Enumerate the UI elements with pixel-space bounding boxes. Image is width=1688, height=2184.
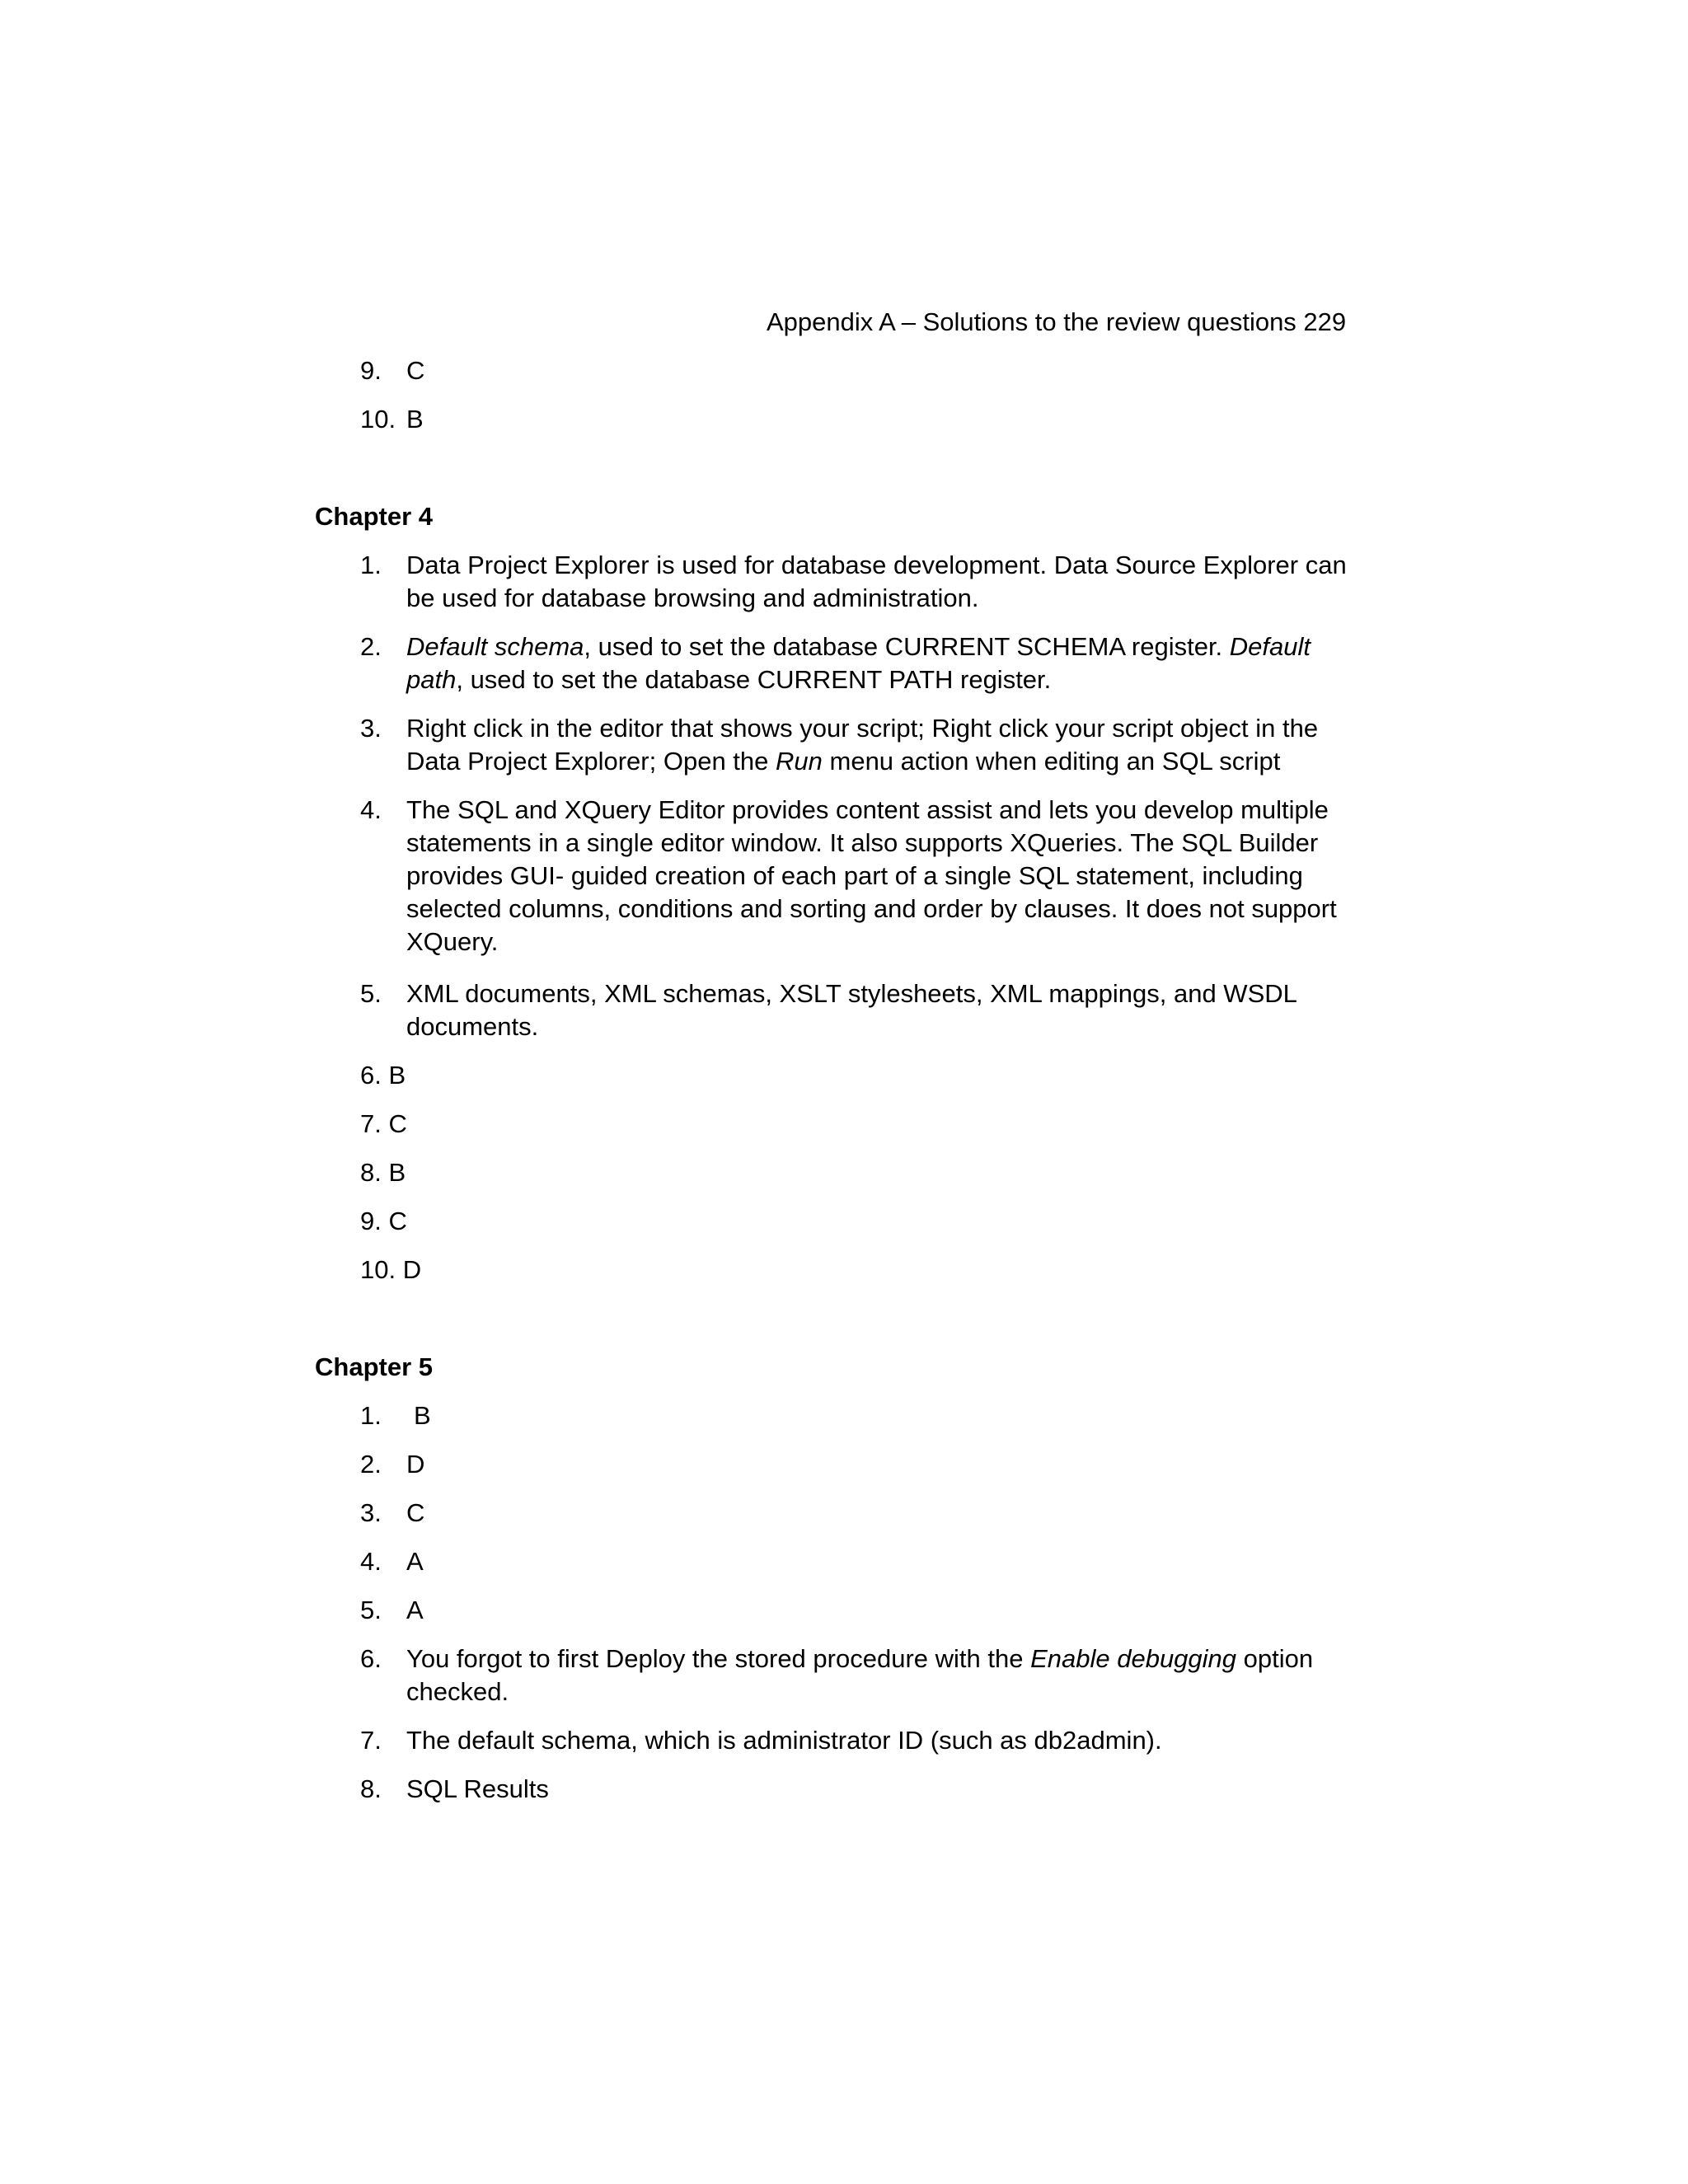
item-number: 8. [360,1774,382,1803]
list-item [360,1156,1357,1189]
emphasis-default-schema: Default schema [406,632,584,661]
item-answer [406,712,1354,778]
list-item [360,1497,1357,1530]
answer-text: option checked. [406,1644,1314,1706]
emphasis-enable-debugging: Enable debugging [1030,1644,1237,1673]
answer-text: Right click in the editor that shows your script; Right click your script object in the Data Project Explorer; Open the [406,714,1319,776]
item-answer: B [406,405,424,434]
list-item [360,1059,1357,1092]
item-number: 6. [360,1644,382,1673]
list-item [360,1724,1357,1757]
list-item [360,1205,1357,1238]
item-answer: SQL Results [406,1774,549,1803]
list-item [360,549,1357,615]
list-item [360,1773,1357,1806]
item-number: 6. [360,1061,382,1090]
item-number: 1. [360,1401,382,1430]
item-number: 9. [360,356,382,385]
answer-text: , used to set the database CURRENT PATH register. [456,665,1052,694]
list-item [360,1399,1357,1432]
item-number: 2. [360,1450,382,1479]
list-item [360,1594,1357,1627]
item-answer [406,1643,1354,1708]
item-number: 4. [360,795,382,824]
item-answer: B [388,1158,406,1187]
list-item [360,1643,1357,1708]
item-number: 2. [360,632,382,661]
list-item [360,712,1357,778]
chapter-5-heading: Chapter 5 [315,1352,433,1381]
list-item [360,1108,1357,1141]
list-item [360,794,1357,958]
item-number: 7. [360,1109,382,1138]
item-number: 9. [360,1207,382,1235]
emphasis-default-path: Default path [406,632,1311,694]
item-number: 7. [360,1726,382,1755]
item-number: 5. [360,1596,382,1624]
item-number: 3. [360,714,382,743]
item-number: 4. [360,1547,382,1576]
list-item [360,403,1357,436]
item-answer: C [406,356,425,385]
item-answer: B [388,1061,406,1090]
item-answer: B [414,1401,431,1430]
answer-text: , used to set the database CURRENT SCHEMA register. [584,632,1230,661]
item-answer: C [406,1498,425,1527]
answer-text: menu action when editing an SQL script [822,747,1281,776]
item-number: 10. [360,1255,396,1284]
item-answer: A [406,1596,424,1624]
list-item [360,630,1357,696]
item-number: 8. [360,1158,382,1187]
item-answer: C [388,1207,407,1235]
item-answer [406,630,1354,696]
item-answer: Data Project Explorer is used for database development. Data Source Explorer can be used for database browsing and administration. [406,551,1347,612]
item-answer: C [388,1109,407,1138]
item-answer: XML documents, XML schemas, XSLT stylesheets, XML mappings, and WSDL documents. [406,979,1296,1041]
item-number: 5. [360,979,382,1008]
item-answer: A [406,1547,424,1576]
chapter-4-heading: Chapter 4 [315,502,433,531]
list-item [360,354,1357,387]
emphasis-run: Run [776,747,823,776]
list-item [360,977,1357,1043]
item-number: 10. [360,405,396,434]
list-item [360,1448,1357,1481]
item-answer: The default schema, which is administrator ID (such as db2admin). [406,1726,1162,1755]
answer-text: You forgot to first Deploy the stored procedure with the [406,1644,1031,1673]
running-header: Appendix A – Solutions to the review questions 229 [767,307,1347,336]
item-answer: D [402,1255,422,1284]
list-item [360,1254,1357,1286]
item-number: 3. [360,1498,382,1527]
list-item [360,1545,1357,1578]
item-answer: D [406,1450,425,1479]
item-number: 1. [360,551,382,579]
item-answer: The SQL and XQuery Editor provides content assist and lets you develop multiple statements in a single editor window. It also supports XQueries. The SQL Builder provides GUI- guided creation of each part of a single SQL statement, including selected columns, conditions and sorting and order by clauses. It does not support XQuery. [406,795,1337,956]
